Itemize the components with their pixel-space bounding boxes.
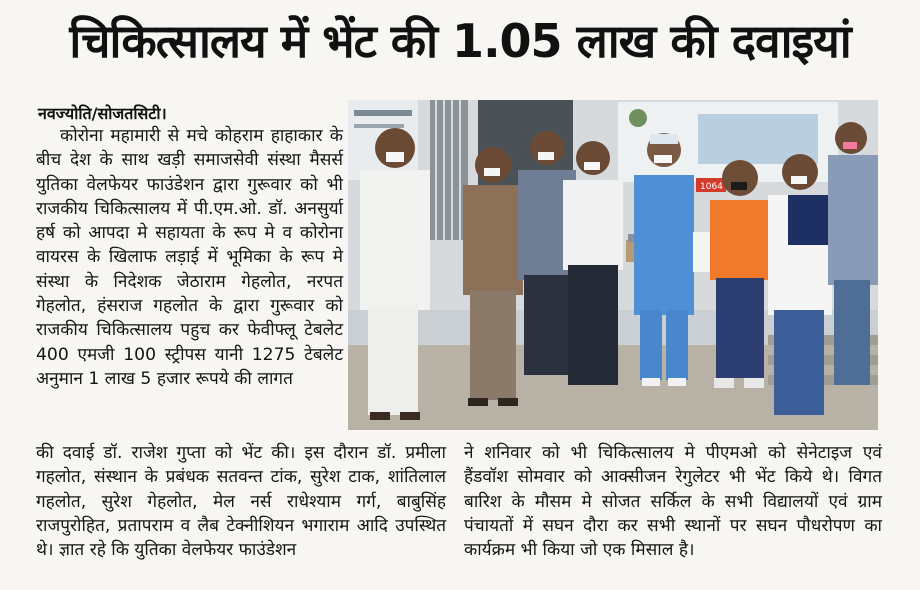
- article-column-2: की दवाई डॉ. राजेश गुप्ता को भेंट की। इस दौरान डॉ. प्रमीला गहलोत, संस्थान के प्रबंधक सतवन्त टांक, सुरेश टाक, शांतिलाल गहलोत, सुरेश गेहलोत, मेल नर्स राधेश्याम गर्ग, बाबुसिंह राजपुरोहित, प्रतापराम व लैब टेक्नीशियन भगाराम आदि उपस्थित थे। ज्ञात रहे कि युतिका वेलफेयर फाउंडेशन: [36, 443, 446, 561]
- sign-number: 1064: [700, 182, 723, 192]
- article-column-3: ने शनिवार को भी चिकित्सालय मे पीएमओ को सेनेटाइज एवं हैंडवॉश सोमवार को आक्सीजन रेगुलेटर भी भेंट किये थे। विगत बारिश के मौसम मे सोजत सर्किल के सभी विद्यालयों एवं ग्राम पंचायतों में सघन दौरा कर सभी स्थानों पर सघन पौधरोपण का कार्यक्रम भी किया जो एक मिसाल है।: [464, 443, 882, 561]
- group-photo-illustration: [348, 100, 878, 430]
- article-column-1: कोरोना महामारी से मचे कोहराम हाहाकार के बीच देश के साथ खड़ी समाजसेवी संस्था मैसर्स युतिका वेलफेयर फाउंडेशन द्वारा गुरूवार को भी राजकीय चिकित्सालय में पी.एम.ओ. डॉ. अनसुर्या हर्ष को आपदा मे सहायता के रूप मे व कोरोना वायरस के खिलाफ लड़ाई में भूमिका के रूप मे संस्था के निदेशक जेठाराम गेहलोत, नरपत गेहलोत, हंसराज गहलोत के द्वारा गुरूवार को राजकीय चिकित्सालय पहुच कर फेवीफ्लू टेबलेट 400 एमजी 100 स्ट्रीपस यानी 1275 टेबलेट अनुमान 1 लाख 5 हजार रूपये की लागत: [36, 126, 343, 389]
- headline: चिकित्सालय में भेंट की 1.05 लाख की दवाइयां: [69, 14, 851, 68]
- news-photo: [348, 100, 878, 430]
- dateline: नवज्योति/सोजतसिटी।: [38, 104, 167, 123]
